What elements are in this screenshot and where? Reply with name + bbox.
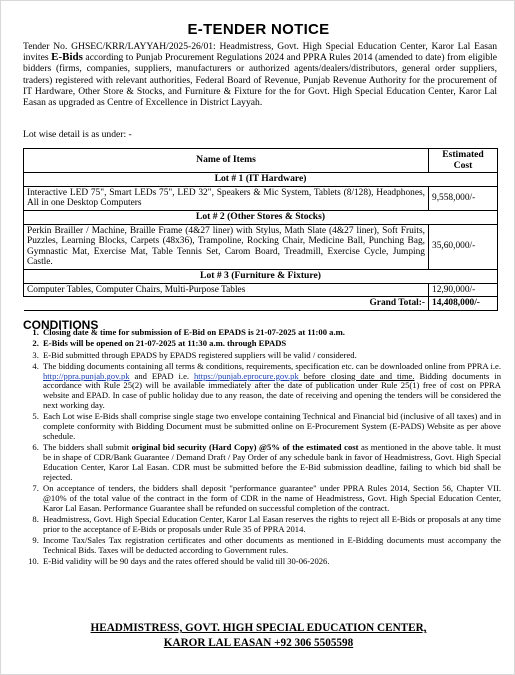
header-cost	[429, 149, 498, 173]
ppra-link[interactable]: http://ppra.punjab.gov.pk	[43, 370, 130, 381]
condition-underlined-text: before closing date and time.	[298, 370, 415, 381]
condition-text: Bidding documents in accordance with Rule 25(2) will be available immediately after the date of publication under Rule 25(1) free of cost on PPRA website and EPAD. In case of public holiday due to any reason, the date of receiving and opening the tenders will be considered the next working day.	[43, 370, 501, 411]
lot-heading-row	[24, 173, 498, 187]
condition-item: 5. Each Lot wise E-Bids shall comprise single stage two envelope containing Technical and Financial bid (inclusive of all taxes) and in complete conformity with Bidding Document must be submitted online on E-Procurement System (E-PADS) Website as per above schedule.	[41, 412, 501, 441]
table-header-row	[24, 149, 498, 173]
table-row	[24, 283, 498, 297]
condition-item: 10. E-Bid validity will be 90 days and the rates offered should be valid till 30-06-2026.	[41, 557, 501, 567]
grand-total-label: Grand Total:-	[24, 297, 429, 311]
intro-ebids: E-Bids	[51, 51, 83, 64]
condition-text: The bidders shall submit	[43, 442, 132, 453]
condition-text: as mentioned in the above table. It must be in shape of CDR/Bank Guarantee / Demand Draft / Pay Order of any schedule bank in favor of Headmistress, Govt. High Special Education Center, Karor Lal Easan. CDR must be submitted before the E-Bid submission deadline, failing to which bid shall be rejected.	[43, 442, 501, 482]
intro-text-2: according to Punjab Procurement Regulations 2024 and PPRA Rules 2014 (amended to date) from eligible bidders (firms, companies, suppliers, manufacturers or authorized agents/dealers/distributors, general order suppliers, traders) registered with relevant authorities, Federal Board of Revenue, Punjab Revenue Authority for the procurement of IT Hardware, Other Store & Stocks, and Furniture & Fixture for the for Govt. High Special Education Center, Karor Lal Easan as upgraded as Centre of Excellence in District Layyah.	[23, 52, 497, 109]
lot-heading: Lot # 1 (IT Hardware)	[24, 173, 498, 187]
condition-item: 1. Closing date & time for submission of E-Bid on EPADS is 21-07-2025 at 11:00 a.m.	[41, 328, 501, 338]
lot-cost: 12,90,000/-	[429, 283, 498, 297]
lot-description: Perkin Brailler / Machine, Braille Frame (4&27 liner) with Stylus, Math Slate (4&27 liner), Soft Fruits, Puzzles, Learning Blocks, Carpets (48x36), Trampoline, Rocking Chair, Medicine Ball, Punching Bag, Gymnastic Mat, Exercise Mat, Table Tennis Set, Carom Board, Treadmill, Exercise Cycle, Jumping Castle.	[24, 224, 429, 269]
condition-item: 2. E-Bids will be opened on 21-07-2025 at 11:30 a.m. through EPADS	[41, 339, 501, 349]
condition-item	[41, 443, 501, 482]
notice-title: E-TENDER NOTICE	[187, 21, 330, 38]
lot-description: Interactive LED 75", Smart LEDs 75", LED 32", Speakers & Mic System, Tablets (8/128), Headphones, All in one Desktop Computers	[24, 186, 429, 210]
grand-total-value: 14,408,000/-	[429, 297, 498, 311]
lot-heading: Lot # 3 (Furniture & Fixture)	[24, 269, 498, 283]
table-row	[24, 186, 498, 210]
conditions-list	[23, 328, 501, 568]
items-table	[23, 148, 498, 311]
table-row	[24, 224, 498, 269]
epad-link[interactable]: https://punjab.eprocure.gov.pk	[194, 370, 299, 381]
lot-heading-row	[24, 269, 498, 283]
lot-detail-text: Lot wise detail is as under: -	[23, 129, 132, 140]
conditions-heading: CONDITIONS	[23, 318, 99, 332]
lot-cost: 35,60,000/-	[429, 224, 498, 269]
condition-bold-text: original bid security (Hard Copy) @5% of the estimated cost	[131, 442, 359, 453]
footer-line-2: KAROR LAL EASAN +92 306 5505598	[163, 637, 354, 649]
lot-cost: 9,558,000/-	[429, 186, 498, 210]
header-cost-line2: Cost	[453, 159, 473, 171]
grand-total-row	[24, 297, 498, 311]
intro-paragraph	[23, 41, 497, 108]
condition-item: 9. Income Tax/Sales Tax registration certificates and other documents as mentioned in E-Bidding documents must accompany the Technical Bids. Taxes will be deducted according to Government rules.	[41, 536, 501, 556]
lot-description: Computer Tables, Computer Chairs, Multi-Purpose Tables	[24, 283, 429, 297]
intro-text-1: Tender No. GHSEC/KRR/LAYYAH/2025-26/01: Headmistress, Govt. High Special Education Center, Karor Lal Easan invites	[23, 41, 497, 64]
signature-block	[1, 621, 515, 651]
header-cost-line1: Estimated	[442, 149, 484, 160]
condition-text: and EPAD i.e.	[129, 370, 194, 381]
footer-line-1: HEADMISTRESS, GOVT. HIGH SPECIAL EDUCATION CENTER,	[90, 622, 427, 634]
lot-heading: Lot # 2 (Other Stores & Stocks)	[24, 210, 498, 224]
header-items: Name of Items	[24, 149, 429, 173]
condition-item: 7. On acceptance of tenders, the bidders shall deposit "performance guarantee" under PPRA Rules 2014, Section 56, Chapter VII. @10% of the total value of the contract in the form of CDR in the name of Headmistress, Govt. High Special Education Center, Karor Lal Easan. Performance Guarantee shall be refunded on successful completion of the contract.	[41, 484, 501, 513]
condition-item	[41, 362, 501, 411]
condition-text: The bidding documents containing all terms & conditions, requirements, specification etc. can be downloaded online from PPRA i.e.	[43, 360, 501, 371]
lot-heading-row	[24, 210, 498, 224]
condition-item: 3. E-Bid submitted through EPADS by EPADS registered suppliers will be valid / considered.	[41, 351, 501, 361]
condition-item: 8. Headmistress, Govt. High Special Education Center, Karor Lal Easan reserves the rights to reject all E-Bids or proposals at any time prior to the acceptance of E-Bids or proposals under Rule 35 of PPRA 2014.	[41, 515, 501, 535]
